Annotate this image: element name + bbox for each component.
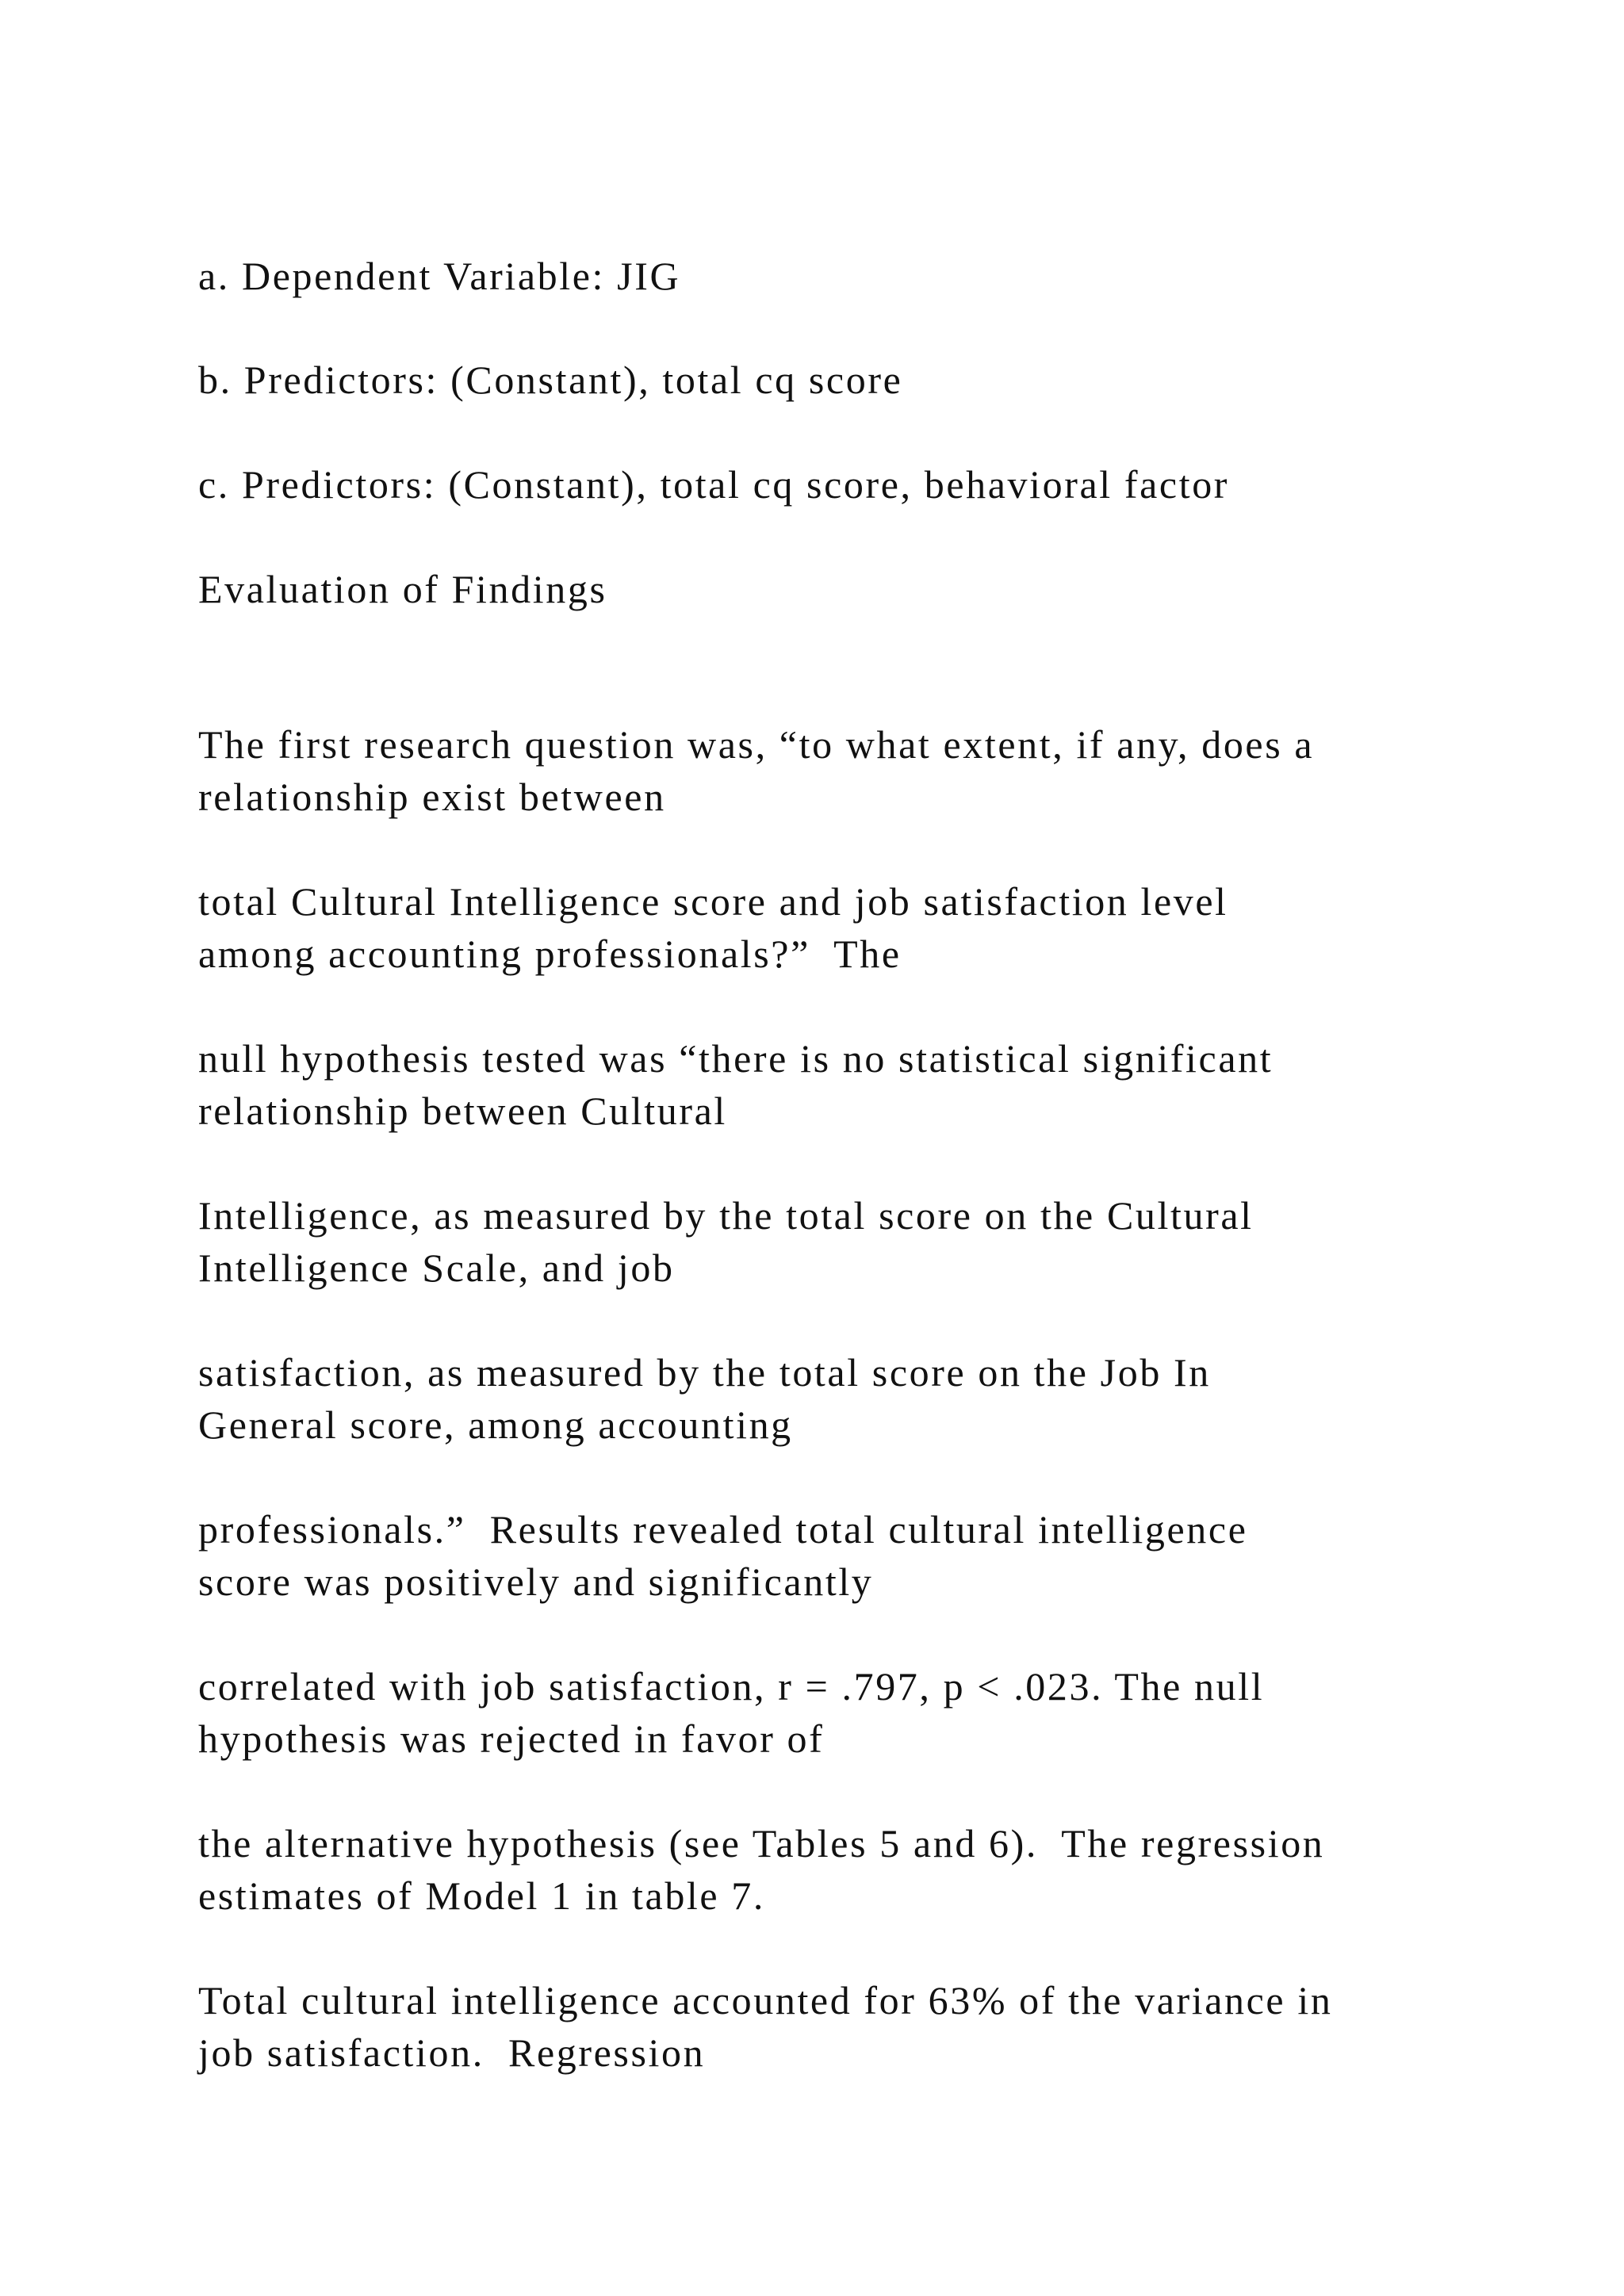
table-note-predictors-model-2: c. Predictors: (Constant), total cq score, behavioral factor (198, 462, 1230, 507)
paragraph-1-line-2: relationship exist between (198, 775, 666, 819)
paragraph-9-line-1: Total cultural intelligence accounted for 63% of the variance in (198, 1978, 1333, 2022)
section-heading: Evaluation of Findings (198, 567, 607, 611)
paragraph-6-line-2: score was positively and significantly (198, 1559, 874, 1604)
paragraph-6-line-1: professionals.” Results revealed total cultural intelligence (198, 1507, 1248, 1552)
paragraph-2-line-2: among accounting professionals?” The (198, 932, 902, 976)
paragraph-8-line-2: estimates of Model 1 in table 7. (198, 1873, 766, 1918)
paragraph-3-line-2: relationship between Cultural (198, 1089, 727, 1133)
paragraph-5-line-2: General score, among accounting (198, 1402, 793, 1447)
paragraph-9-line-2: job satisfaction. Regression (198, 2030, 706, 2075)
paragraph-3-line-1: null hypothesis tested was “there is no statistical significant (198, 1036, 1274, 1081)
paragraph-4-line-1: Intelligence, as measured by the total score on the Cultural (198, 1193, 1254, 1238)
table-note-predictors-model-1: b. Predictors: (Constant), total cq score (198, 358, 903, 402)
paragraph-7-line-2: hypothesis was rejected in favor of (198, 1716, 825, 1761)
paragraph-1-line-1: The first research question was, “to what extent, if any, does a (198, 722, 1315, 767)
paragraph-5-line-1: satisfaction, as measured by the total score on the Job In (198, 1350, 1211, 1395)
paragraph-2-line-1: total Cultural Intelligence score and job satisfaction level (198, 879, 1228, 924)
paragraph-4-line-2: Intelligence Scale, and job (198, 1246, 675, 1290)
table-note-dependent-variable: a. Dependent Variable: JIG (198, 254, 681, 298)
paragraph-7-line-1: correlated with job satisfaction, r = .797, p < .023. The null (198, 1664, 1265, 1709)
paragraph-8-line-1: the alternative hypothesis (see Tables 5 and 6). The regression (198, 1821, 1325, 1866)
